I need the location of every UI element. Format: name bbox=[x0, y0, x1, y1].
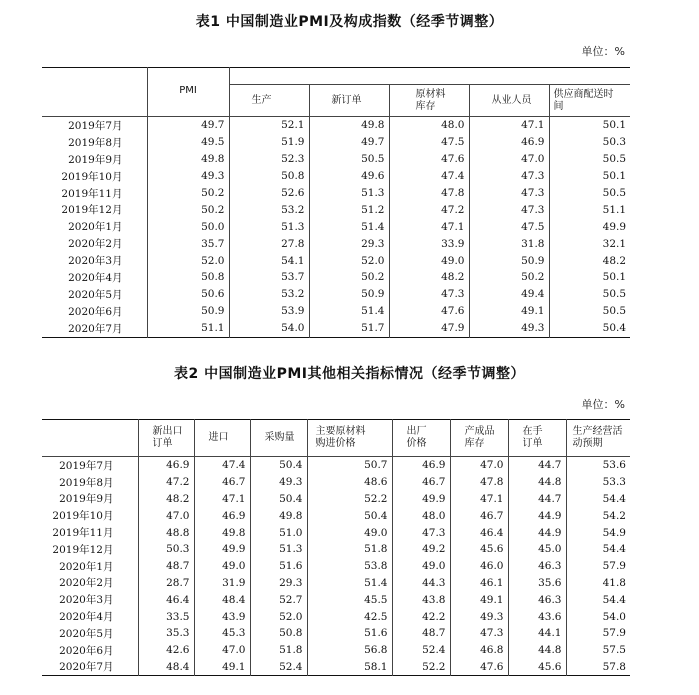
table-cell: 50.8 bbox=[147, 269, 229, 286]
table-cell: 49.7 bbox=[147, 117, 229, 134]
table-cell: 49.1 bbox=[194, 659, 250, 676]
table-cell: 47.0 bbox=[138, 507, 194, 524]
table-cell: 50.5 bbox=[549, 286, 630, 303]
table-cell: 46.9 bbox=[194, 507, 250, 524]
table-cell: 42.6 bbox=[138, 642, 194, 659]
pmi-other-indicators-table bbox=[42, 419, 630, 676]
table-cell: 50.9 bbox=[469, 252, 549, 269]
table-cell: 47.3 bbox=[469, 168, 549, 185]
table-row bbox=[42, 117, 630, 134]
table-cell: 49.8 bbox=[309, 117, 389, 134]
table-cell: 47.1 bbox=[194, 491, 250, 508]
table2-title: 表2 中国制造业PMI其他相关指标情况（经季节调整） bbox=[173, 366, 525, 382]
table-cell: 46.9 bbox=[138, 457, 194, 474]
table-cell: 51.3 bbox=[309, 185, 389, 202]
table-cell: 42.2 bbox=[392, 608, 450, 625]
row-month-label: 2020年1月 bbox=[68, 221, 123, 234]
table-cell: 51.6 bbox=[307, 625, 392, 642]
table-cell: 51.2 bbox=[309, 201, 389, 218]
table-cell: 33.5 bbox=[138, 608, 194, 625]
table-cell: 47.5 bbox=[389, 134, 469, 151]
table-row bbox=[42, 491, 630, 508]
header-new-orders: 新订单 bbox=[309, 85, 389, 117]
table-cell: 48.2 bbox=[138, 491, 194, 508]
table-cell: 53.7 bbox=[229, 269, 309, 286]
table-cell: 49.0 bbox=[389, 252, 469, 269]
table-cell: 48.0 bbox=[392, 507, 450, 524]
table-cell: 49.1 bbox=[469, 303, 549, 320]
row-month-label: 2019年8月 bbox=[68, 136, 123, 149]
table-cell: 50.6 bbox=[147, 286, 229, 303]
table-cell: 50.8 bbox=[229, 168, 309, 185]
table-row bbox=[42, 659, 630, 676]
row-month-label: 2020年1月 bbox=[59, 560, 114, 573]
table-cell: 29.3 bbox=[250, 575, 307, 592]
table-cell: 51.7 bbox=[309, 320, 389, 337]
table-cell: 43.6 bbox=[508, 608, 566, 625]
row-month-label: 2020年7月 bbox=[68, 322, 123, 335]
table-cell: 50.4 bbox=[307, 507, 392, 524]
table-row bbox=[42, 201, 630, 218]
table-cell: 52.3 bbox=[229, 151, 309, 168]
table-cell: 54.9 bbox=[566, 524, 630, 541]
table-cell: 53.2 bbox=[229, 286, 309, 303]
row-month-label: 2019年11月 bbox=[61, 187, 123, 200]
table-cell: 45.5 bbox=[307, 591, 392, 608]
row-month-label: 2019年10月 bbox=[61, 170, 123, 183]
table-cell: 45.6 bbox=[450, 541, 508, 558]
table-cell: 47.4 bbox=[194, 457, 250, 474]
row-month-label: 2019年9月 bbox=[59, 493, 114, 506]
table-cell: 50.2 bbox=[469, 269, 549, 286]
table-cell: 44.8 bbox=[508, 474, 566, 491]
table-cell: 47.6 bbox=[389, 303, 469, 320]
table-cell: 48.7 bbox=[138, 558, 194, 575]
table-cell: 54.1 bbox=[229, 252, 309, 269]
table-cell: 43.9 bbox=[194, 608, 250, 625]
table-cell: 54.4 bbox=[566, 591, 630, 608]
table-cell: 46.4 bbox=[138, 591, 194, 608]
row-month-label: 2020年2月 bbox=[59, 577, 114, 590]
table-cell: 46.8 bbox=[450, 642, 508, 659]
table-cell: 47.9 bbox=[389, 320, 469, 337]
table-cell: 50.9 bbox=[309, 286, 389, 303]
row-month-label: 2019年7月 bbox=[42, 117, 147, 134]
table-cell: 47.6 bbox=[450, 659, 508, 676]
table-cell: 54.4 bbox=[566, 491, 630, 508]
table2-column-header: 在手 订单 bbox=[508, 420, 566, 457]
row-month-label: 2020年2月 bbox=[68, 238, 123, 251]
table2-corner-header bbox=[42, 420, 138, 457]
table-row bbox=[42, 608, 630, 625]
table-cell: 52.0 bbox=[250, 608, 307, 625]
pmi-composite-table bbox=[42, 67, 630, 338]
table-cell: 47.0 bbox=[450, 457, 508, 474]
table-cell: 43.8 bbox=[392, 591, 450, 608]
table-cell: 48.6 bbox=[307, 474, 392, 491]
table-cell: 50.3 bbox=[549, 134, 630, 151]
table-cell: 49.8 bbox=[194, 524, 250, 541]
row-month-label: 2020年3月 bbox=[59, 594, 114, 607]
table-cell: 50.4 bbox=[549, 320, 630, 337]
table-cell: 48.2 bbox=[389, 269, 469, 286]
table-cell: 46.7 bbox=[392, 474, 450, 491]
table-row bbox=[42, 642, 630, 659]
table-row bbox=[42, 541, 630, 558]
table2-column-header: 产成品 库存 bbox=[450, 420, 508, 457]
table-cell: 35.6 bbox=[508, 575, 566, 592]
table-cell: 54.0 bbox=[566, 608, 630, 625]
table-row bbox=[42, 591, 630, 608]
table-cell: 51.1 bbox=[549, 201, 630, 218]
table-cell: 50.2 bbox=[147, 201, 229, 218]
table-cell: 51.4 bbox=[307, 575, 392, 592]
table-cell: 51.8 bbox=[307, 541, 392, 558]
table-cell: 47.6 bbox=[389, 151, 469, 168]
table-cell: 48.2 bbox=[549, 252, 630, 269]
table-row bbox=[42, 457, 630, 474]
table-cell: 50.8 bbox=[250, 625, 307, 642]
table-row bbox=[42, 320, 630, 337]
table-row bbox=[42, 218, 630, 235]
table-row bbox=[42, 474, 630, 491]
table-cell: 47.1 bbox=[389, 218, 469, 235]
table-cell: 41.8 bbox=[566, 575, 630, 592]
table-cell: 49.3 bbox=[250, 474, 307, 491]
table-cell: 49.9 bbox=[392, 491, 450, 508]
row-month-label: 2020年5月 bbox=[68, 288, 123, 301]
table-cell: 46.1 bbox=[450, 575, 508, 592]
table-cell: 50.5 bbox=[549, 185, 630, 202]
table-cell: 49.0 bbox=[194, 558, 250, 575]
table-cell: 50.4 bbox=[250, 457, 307, 474]
table-cell: 35.7 bbox=[147, 235, 229, 252]
table-cell: 51.4 bbox=[309, 303, 389, 320]
table-cell: 32.1 bbox=[549, 235, 630, 252]
table-cell: 47.0 bbox=[194, 642, 250, 659]
table-row bbox=[42, 575, 630, 592]
table-cell: 44.1 bbox=[508, 625, 566, 642]
table-cell: 48.0 bbox=[389, 117, 469, 134]
table-cell: 52.4 bbox=[392, 642, 450, 659]
table-cell: 51.6 bbox=[250, 558, 307, 575]
table-cell: 50.9 bbox=[147, 303, 229, 320]
table-cell: 50.7 bbox=[307, 457, 392, 474]
header-employment: 从业人员 bbox=[469, 85, 549, 117]
table-cell: 29.3 bbox=[309, 235, 389, 252]
table-cell: 45.0 bbox=[508, 541, 566, 558]
table-cell: 49.3 bbox=[469, 320, 549, 337]
row-month-label: 2019年8月 bbox=[59, 476, 114, 489]
table-cell: 46.7 bbox=[194, 474, 250, 491]
table-row bbox=[42, 134, 630, 151]
table-cell: 57.9 bbox=[566, 625, 630, 642]
header-production: 生产 bbox=[229, 85, 309, 117]
table-cell: 57.5 bbox=[566, 642, 630, 659]
table1-subindex-group-header bbox=[229, 68, 630, 85]
table2-column-header: 进口 bbox=[194, 420, 250, 457]
table-cell: 46.3 bbox=[508, 591, 566, 608]
table-cell: 31.8 bbox=[469, 235, 549, 252]
table-cell: 46.9 bbox=[392, 457, 450, 474]
table-cell: 27.8 bbox=[229, 235, 309, 252]
table-cell: 44.7 bbox=[508, 491, 566, 508]
table-cell: 44.9 bbox=[508, 524, 566, 541]
table-cell: 58.1 bbox=[307, 659, 392, 676]
table1-title: 表1 中国制造业PMI及构成指数（经季节调整） bbox=[195, 14, 504, 30]
table-cell: 47.2 bbox=[138, 474, 194, 491]
table2-column-header: 新出口 订单 bbox=[138, 420, 194, 457]
header-supplier-delivery-time: 供应商配送时 间 bbox=[549, 85, 630, 117]
table-cell: 46.4 bbox=[450, 524, 508, 541]
table-cell: 47.8 bbox=[389, 185, 469, 202]
table-cell: 52.0 bbox=[147, 252, 229, 269]
table-cell: 48.8 bbox=[138, 524, 194, 541]
table-cell: 44.7 bbox=[508, 457, 566, 474]
table-row bbox=[42, 303, 630, 320]
table-cell: 51.9 bbox=[229, 134, 309, 151]
table-cell: 57.9 bbox=[566, 558, 630, 575]
table-cell: 46.3 bbox=[508, 558, 566, 575]
table-cell: 53.8 bbox=[307, 558, 392, 575]
table-cell: 35.3 bbox=[138, 625, 194, 642]
table-row bbox=[42, 524, 630, 541]
row-month-label: 2020年6月 bbox=[68, 305, 123, 318]
table-cell: 52.7 bbox=[250, 591, 307, 608]
row-month-label: 2020年7月 bbox=[59, 661, 114, 674]
table-cell: 50.2 bbox=[309, 269, 389, 286]
table2-unit-label: 单位：% bbox=[581, 398, 625, 411]
row-month-label: 2020年6月 bbox=[59, 644, 114, 657]
row-month-label: 2019年7月 bbox=[42, 457, 138, 474]
table-cell: 47.2 bbox=[389, 201, 469, 218]
table2-column-header: 采购量 bbox=[250, 420, 307, 457]
table-cell: 46.9 bbox=[469, 134, 549, 151]
table-cell: 49.6 bbox=[309, 168, 389, 185]
table-cell: 47.1 bbox=[450, 491, 508, 508]
table-cell: 47.8 bbox=[450, 474, 508, 491]
row-month-label: 2019年9月 bbox=[68, 153, 123, 166]
table-row bbox=[42, 269, 630, 286]
table-cell: 49.0 bbox=[307, 524, 392, 541]
table-cell: 47.3 bbox=[389, 286, 469, 303]
row-month-label: 2019年12月 bbox=[61, 204, 123, 217]
table-cell: 50.1 bbox=[549, 117, 630, 134]
table-cell: 44.9 bbox=[508, 507, 566, 524]
table-row bbox=[42, 507, 630, 524]
table-cell: 52.2 bbox=[307, 491, 392, 508]
table-cell: 31.9 bbox=[194, 575, 250, 592]
table-cell: 48.4 bbox=[138, 659, 194, 676]
table-cell: 50.4 bbox=[250, 491, 307, 508]
table-cell: 49.2 bbox=[392, 541, 450, 558]
table-cell: 47.0 bbox=[469, 151, 549, 168]
table-cell: 49.1 bbox=[450, 591, 508, 608]
table-row bbox=[42, 286, 630, 303]
header-pmi: PMI bbox=[147, 68, 229, 117]
row-month-label: 2020年3月 bbox=[68, 255, 123, 268]
table-cell: 49.8 bbox=[250, 507, 307, 524]
table2-column-header: 生产经营活 动预期 bbox=[566, 420, 630, 457]
table-cell: 50.0 bbox=[147, 218, 229, 235]
table-cell: 49.0 bbox=[392, 558, 450, 575]
table-cell: 52.0 bbox=[309, 252, 389, 269]
table-cell: 42.5 bbox=[307, 608, 392, 625]
table-cell: 53.9 bbox=[229, 303, 309, 320]
table-cell: 46.0 bbox=[450, 558, 508, 575]
row-month-label: 2020年5月 bbox=[59, 627, 114, 640]
table-row bbox=[42, 558, 630, 575]
table-cell: 49.7 bbox=[309, 134, 389, 151]
table-cell: 50.5 bbox=[549, 151, 630, 168]
table-cell: 50.5 bbox=[309, 151, 389, 168]
table-row bbox=[42, 168, 630, 185]
table-cell: 48.4 bbox=[194, 591, 250, 608]
table-cell: 47.5 bbox=[469, 218, 549, 235]
table-cell: 51.1 bbox=[147, 320, 229, 337]
table-cell: 53.2 bbox=[229, 201, 309, 218]
table-cell: 49.9 bbox=[194, 541, 250, 558]
table-cell: 53.3 bbox=[566, 474, 630, 491]
header-raw-material-inventory: 原材料 库存 bbox=[389, 85, 469, 117]
table-cell: 50.1 bbox=[549, 269, 630, 286]
table-cell: 46.7 bbox=[450, 507, 508, 524]
table-cell: 56.8 bbox=[307, 642, 392, 659]
table-cell: 47.3 bbox=[450, 625, 508, 642]
table-cell: 51.3 bbox=[250, 541, 307, 558]
table-cell: 49.3 bbox=[450, 608, 508, 625]
table-cell: 49.4 bbox=[469, 286, 549, 303]
table-row bbox=[42, 235, 630, 252]
table2-column-header: 主要原材料 购进价格 bbox=[307, 420, 392, 457]
table-cell: 52.2 bbox=[392, 659, 450, 676]
table-cell: 50.5 bbox=[549, 303, 630, 320]
table-cell: 53.6 bbox=[566, 457, 630, 474]
table-cell: 47.4 bbox=[389, 168, 469, 185]
table-cell: 51.3 bbox=[229, 218, 309, 235]
table-row bbox=[42, 151, 630, 168]
table-cell: 45.3 bbox=[194, 625, 250, 642]
table-cell: 50.3 bbox=[138, 541, 194, 558]
table-cell: 49.5 bbox=[147, 134, 229, 151]
table1-unit-label: 单位：% bbox=[581, 45, 625, 58]
table-cell: 47.3 bbox=[392, 524, 450, 541]
table-cell: 52.6 bbox=[229, 185, 309, 202]
table-cell: 47.3 bbox=[469, 201, 549, 218]
table-row bbox=[42, 625, 630, 642]
table-cell: 47.3 bbox=[469, 185, 549, 202]
table-cell: 44.3 bbox=[392, 575, 450, 592]
table-cell: 44.8 bbox=[508, 642, 566, 659]
table-cell: 45.6 bbox=[508, 659, 566, 676]
table-cell: 28.7 bbox=[138, 575, 194, 592]
row-month-label: 2019年11月 bbox=[52, 527, 114, 540]
table-cell: 49.8 bbox=[147, 151, 229, 168]
table-row bbox=[42, 252, 630, 269]
table-cell: 47.1 bbox=[469, 117, 549, 134]
row-month-label: 2020年4月 bbox=[68, 271, 123, 284]
table-cell: 57.8 bbox=[566, 659, 630, 676]
table-cell: 52.4 bbox=[250, 659, 307, 676]
table-cell: 54.2 bbox=[566, 507, 630, 524]
table-cell: 49.9 bbox=[549, 218, 630, 235]
row-month-label: 2019年10月 bbox=[52, 510, 114, 523]
table-cell: 49.3 bbox=[147, 168, 229, 185]
row-month-label: 2020年4月 bbox=[59, 611, 114, 624]
table-cell: 48.7 bbox=[392, 625, 450, 642]
table-cell: 52.1 bbox=[229, 117, 309, 134]
table-row bbox=[42, 185, 630, 202]
table-cell: 51.4 bbox=[309, 218, 389, 235]
table1-corner-header bbox=[42, 68, 147, 117]
row-month-label: 2019年12月 bbox=[52, 543, 114, 556]
table2-column-header: 出厂 价格 bbox=[392, 420, 450, 457]
table-cell: 51.8 bbox=[250, 642, 307, 659]
table-cell: 54.0 bbox=[229, 320, 309, 337]
table-cell: 54.4 bbox=[566, 541, 630, 558]
table-cell: 51.0 bbox=[250, 524, 307, 541]
table-cell: 50.1 bbox=[549, 168, 630, 185]
table-cell: 50.2 bbox=[147, 185, 229, 202]
table-cell: 33.9 bbox=[389, 235, 469, 252]
